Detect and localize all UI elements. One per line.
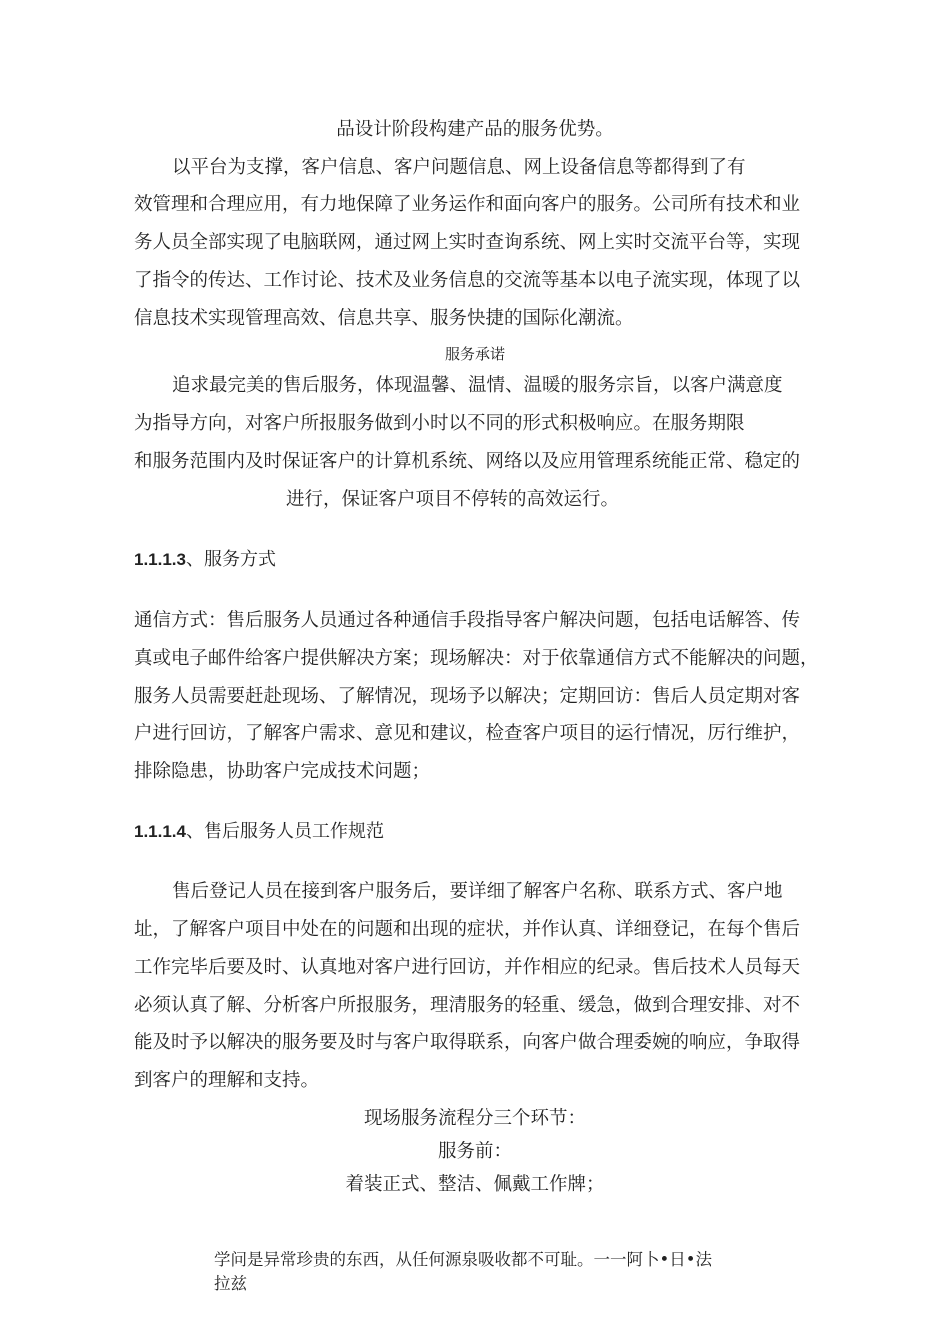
commitment-line-4: 进行，保证客户项目不停转的高效运行。	[286, 489, 620, 510]
flow-title: 现场服务流程分三个环节：	[363, 1108, 586, 1129]
section-4-heading	[134, 819, 384, 845]
section-4-title: 、售后服务人员工作规范	[186, 821, 384, 842]
section-4-line-6: 到客户的理解和支持。	[134, 1070, 320, 1091]
section-3-heading	[134, 547, 276, 573]
commitment-line-2: 为指导方向，对客户所报服务做到小时以不同的形式积极响应。在服务期限	[134, 413, 745, 434]
section-4-line-3: 工作完毕后要及时、认真地对客户进行回访，并作相应的纪录。售后技术人员每天	[134, 957, 801, 978]
commitment-line-3: 和服务范围内及时保证客户的计算机系统、网络以及应用管理系统能正常、稳定的	[134, 451, 801, 472]
section-4-line-2: 址，了解客户项目中处在的问题和出现的症状，并作认真、详细登记，在每个售后	[134, 919, 801, 940]
intro-line-3: 效管理和合理应用，有力地保障了业务运作和面向客户的服务。公司所有技术和业	[134, 194, 801, 215]
section-3-line-4: 户进行回访，了解客户需求、意见和建议，检查客户项目的运行情况，厉行维护，	[134, 723, 801, 744]
section-3-number: 1.1.1.3	[134, 550, 186, 569]
section-3-line-2: 真或电子邮件给客户提供解决方案；现场解决：对于依靠通信方式不能解决的问题，	[134, 648, 819, 669]
intro-line-2: 以平台为支撑，客户信息、客户问题信息、网上设备信息等都得到了有	[172, 157, 746, 178]
section-4-number: 1.1.1.4	[134, 822, 186, 841]
section-3-title: 、服务方式	[186, 549, 276, 570]
section-3-line-1: 通信方式：售后服务人员通过各种通信手段指导客户解决问题，包括电话解答、传	[134, 610, 801, 631]
before-label: 服务前：	[437, 1141, 512, 1162]
commitment-line-1: 追求最完美的售后服务，体现温馨、温情、温暖的服务宗旨，以客户满意度	[172, 375, 783, 396]
section-4-line-5: 能及时予以解决的服务要及时与客户取得联系，向客户做合理委婉的响应，争取得	[134, 1032, 801, 1053]
section-4-line-4: 必须认真了解、分析客户所报服务，理清服务的轻重、缓急，做到合理安排、对不	[134, 995, 801, 1016]
footer-quote-line-2: 拉兹	[214, 1274, 247, 1293]
section-4-line-1: 售后登记人员在接到客户服务后，要详细了解客户名称、联系方式、客户地	[172, 881, 783, 902]
intro-line-1: 品设计阶段构建产品的服务优势。	[336, 119, 614, 140]
footer-quote-line-1: 学问是异常珍贵的东西，从任何源泉吸收都不可耻。一一阿卜•日•法	[214, 1250, 712, 1269]
section-3-line-3: 服务人员需要赶赴现场、了解情况，现场予以解决；定期回访：售后人员定期对客	[134, 686, 801, 707]
intro-line-5: 了指令的传达、工作讨论、技术及业务信息的交流等基本以电子流实现，体现了以	[134, 270, 801, 291]
section-3-line-5: 排除隐患，协助客户完成技术问题；	[134, 761, 431, 782]
intro-line-6: 信息技术实现管理高效、信息共享、服务快捷的国际化潮流。	[134, 308, 634, 329]
intro-line-4: 务人员全部实现了电脑联网，通过网上实时查询系统、网上实时交流平台等，实现	[134, 232, 801, 253]
before-item: 着装正式、整洁、佩戴工作牌；	[345, 1174, 605, 1195]
commitment-title: 服务承诺	[444, 345, 505, 363]
